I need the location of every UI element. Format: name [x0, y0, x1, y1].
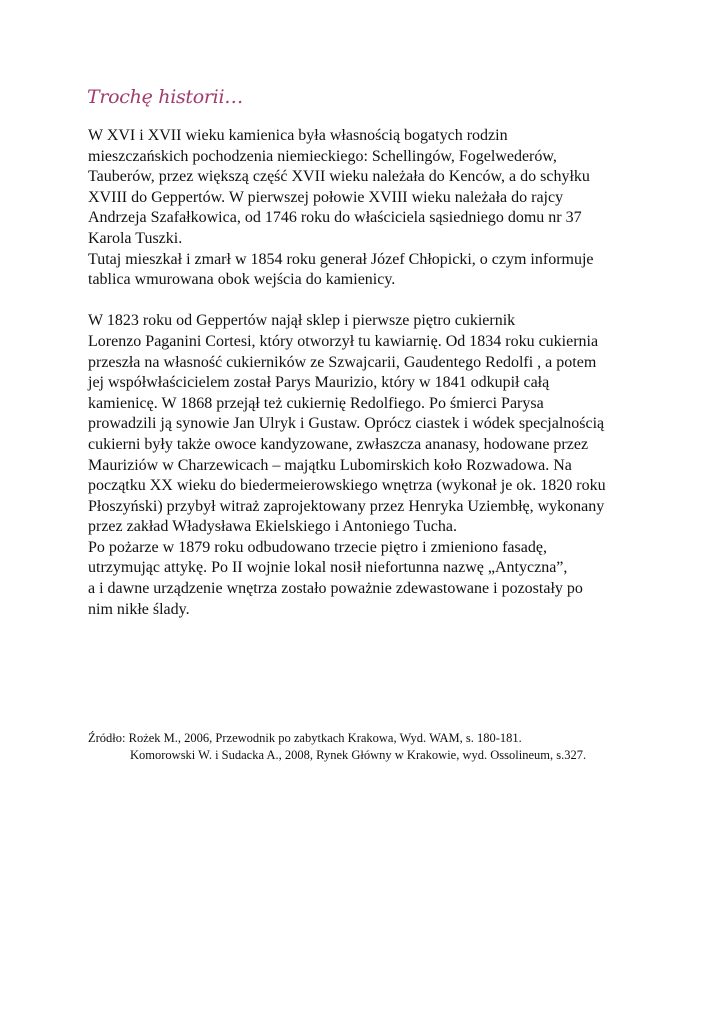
text-line: przez zakład Władysława Ekielskiego i Antoniego Tucha. [88, 518, 457, 536]
text-line: cukierni były także owoce kandyzowane, zwłaszcza ananasy, hodowane przez [88, 435, 589, 453]
text-line: Lorenzo Paganini Cortesi, który otworzył tu kawiarnię. Od 1834 roku cukiernia [88, 332, 599, 350]
text-line: Płoszyński) przybył witraż zaprojektowany przez Henryka Uziembłę, wykonany [88, 497, 605, 515]
text-line: Mauriziów w Charzewicach – majątku Lubomirskich koło Rozwadowa. Na [88, 456, 572, 474]
text-line: Andrzeja Szafałkowica, od 1746 roku do właściciela sąsiedniego domu nr 37 [88, 209, 582, 227]
source-line-1: Źródło: Rożek M., 2006, Przewodnik po zabytkach Krakowa, Wyd. WAM, s. 180-181. [88, 731, 522, 745]
text-line: Tutaj mieszkał i zmarł w 1854 roku generał Józef Chłopicki, o czym informuje [88, 250, 594, 268]
text-line: utrzymując attykę. Po II wojnie lokal nosił niefortunna nazwę „Antyczna”, [88, 559, 568, 577]
text-line: W 1823 roku od Geppertów najął sklep i pierwsze piętro cukiernik [88, 312, 516, 330]
text-line: W XVI i XVII wieku kamienica była własnością bogatych rodzin [88, 127, 508, 144]
text-line: przeszła na własność cukierników ze Szwajcarii, Gaudentego Redolfi , a potem [88, 353, 597, 371]
text-line: tablica wmurowana obok wejścia do kamienicy. [88, 271, 396, 289]
paragraph-gap [88, 291, 708, 312]
text-line: nim nikłe ślady. [88, 600, 190, 618]
document-body [88, 126, 708, 620]
text-line: Tauberów, przez większą część XVII wieku należała do Kenców, a do schyłku [88, 168, 590, 186]
paragraph-history-cafe [88, 311, 708, 620]
text-line: prowadzili ją synowie Jan Ulryk i Gustaw. Oprócz ciastek i wódek specjalnością [88, 415, 605, 433]
text-line: początku XX wieku do biedermeierowskiego wnętrza (wykonał je ok. 1820 roku [88, 477, 606, 495]
text-line: Po pożarze w 1879 roku odbudowano trzecie piętro i zmieniono fasadę, [88, 538, 547, 556]
text-line: jej współwłaścicielem został Parys Maurizio, który w 1841 odkupił całą [88, 374, 550, 392]
text-line: XVIII do Geppertów. W pierwszej połowie XVIII wieku należała do rajcy [88, 188, 564, 206]
text-line: kamienicę. W 1868 przejął też cukiernię Redolfiego. Po śmierci Parysa [88, 394, 544, 412]
source-line-2: Komorowski W. i Sudacka A., 2008, Rynek Główny w Krakowie, wyd. Ossolineum, s.327. [130, 748, 587, 762]
page-title: Trochę historii… [87, 86, 243, 108]
text-line: a i dawne urządzenie wnętrza zostało poważnie zdewastowane i pozostały po [88, 580, 583, 598]
text-line: Karola Tuszki. [88, 229, 183, 247]
sources-section [88, 730, 708, 764]
paragraph-history-owners [88, 126, 708, 291]
text-line: mieszczańskich pochodzenia niemieckiego: Schellingów, Fogelwederów, [88, 147, 557, 165]
